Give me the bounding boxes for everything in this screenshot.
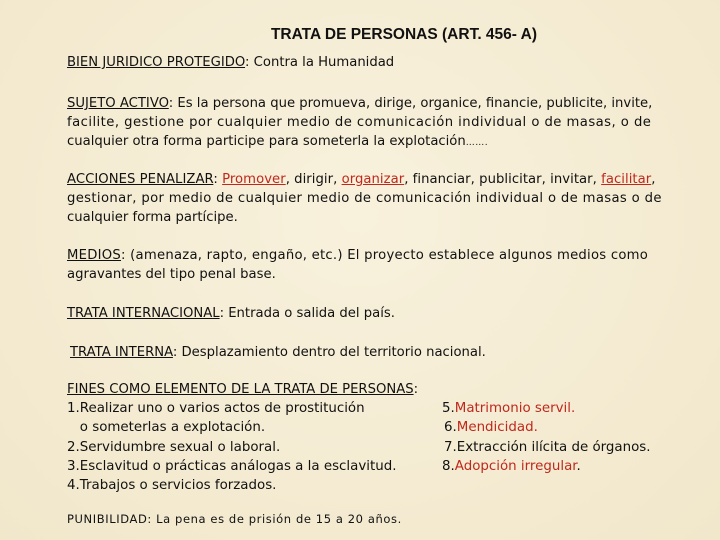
fines-list-right [442, 399, 651, 476]
acciones-line-2: gestionar, por medio de cualquier medio de comunicación individual o de masas o de [67, 191, 662, 206]
fines-heading: FINES COMO ELEMENTO DE LA TRATA DE PERSONAS: [67, 382, 419, 397]
fines-item: 5.Matrimonio servil. [442, 401, 576, 416]
bien-label: BIEN JURIDICO PROTEGIDO [67, 55, 246, 70]
facilitar-word: facilitar [601, 172, 652, 187]
sujeto-label: SUJETO ACTIVO [67, 96, 169, 111]
fines-item: 3.Esclavitud o prácticas análogas a la esclavitud. [67, 458, 397, 474]
sujeto-line-3: cualquier otra forma participe para someterla la explotación……. [67, 134, 489, 149]
promover-word: Promover [222, 172, 286, 187]
fines-item: 7.Extracción ilícita de órganos. [444, 439, 651, 455]
sujeto-activo [67, 94, 687, 153]
fines-item: o someterlas a explotación. [67, 420, 266, 436]
sujeto-line-2: facilite, gestione por cualquier medio de comunicación individual o de masas, o de [67, 115, 652, 130]
bien-juridico [67, 53, 687, 72]
interna-label: TRATA INTERNA [70, 345, 173, 360]
fines-item: 6.Mendicidad. [444, 420, 538, 436]
trata-internacional: TRATA INTERNACIONAL: Entrada o salida del país. [67, 306, 395, 321]
trata-interna: TRATA INTERNA: Desplazamiento dentro del territorio nacional. [70, 345, 486, 360]
punibilidad: PUNIBILIDAD: La pena es de prisión de 15 a 20 años. [67, 512, 402, 526]
acciones-line-1: ACCIONES PENALIZAR: Promover, dirigir, organizar, financiar, publicitar, invitar, facilitar, [67, 172, 656, 187]
slide-title: TRATA DE PERSONAS (ART. 456- A) [270, 26, 538, 43]
acciones-label: ACCIONES PENALIZAR [67, 172, 214, 187]
organizar-word: organizar [341, 172, 405, 187]
medios [67, 246, 687, 284]
acciones-line-3: cualquier forma partícipe. [67, 210, 238, 225]
medios-label: MEDIOS [67, 248, 122, 263]
internacional-label: TRATA INTERNACIONAL [67, 306, 220, 321]
medios-line-1: MEDIOS: (amenaza, rapto, engaño, etc.) El proyecto establece algunos medios como [67, 248, 649, 263]
bien-text: : Contra la Humanidad [245, 55, 395, 70]
fines-list-left [67, 399, 396, 495]
fines-label: FINES COMO ELEMENTO DE LA TRATA DE PERSONAS [67, 382, 414, 397]
fines-item: 8.Adopción irregular. [442, 458, 581, 474]
fines-item: 1.Realizar uno o varios actos de prostitución [67, 401, 365, 416]
sujeto-line-1: SUJETO ACTIVO: Es la persona que promueva, dirige, organice, financie, publicite, invite, [67, 96, 653, 111]
acciones-penalizar [67, 170, 687, 227]
fines-item: 2.Servidumbre sexual o laboral. [67, 439, 281, 455]
medios-line-2: agravantes del tipo penal base. [67, 267, 276, 282]
fines-item: 4.Trabajos o servicios forzados. [67, 478, 277, 494]
